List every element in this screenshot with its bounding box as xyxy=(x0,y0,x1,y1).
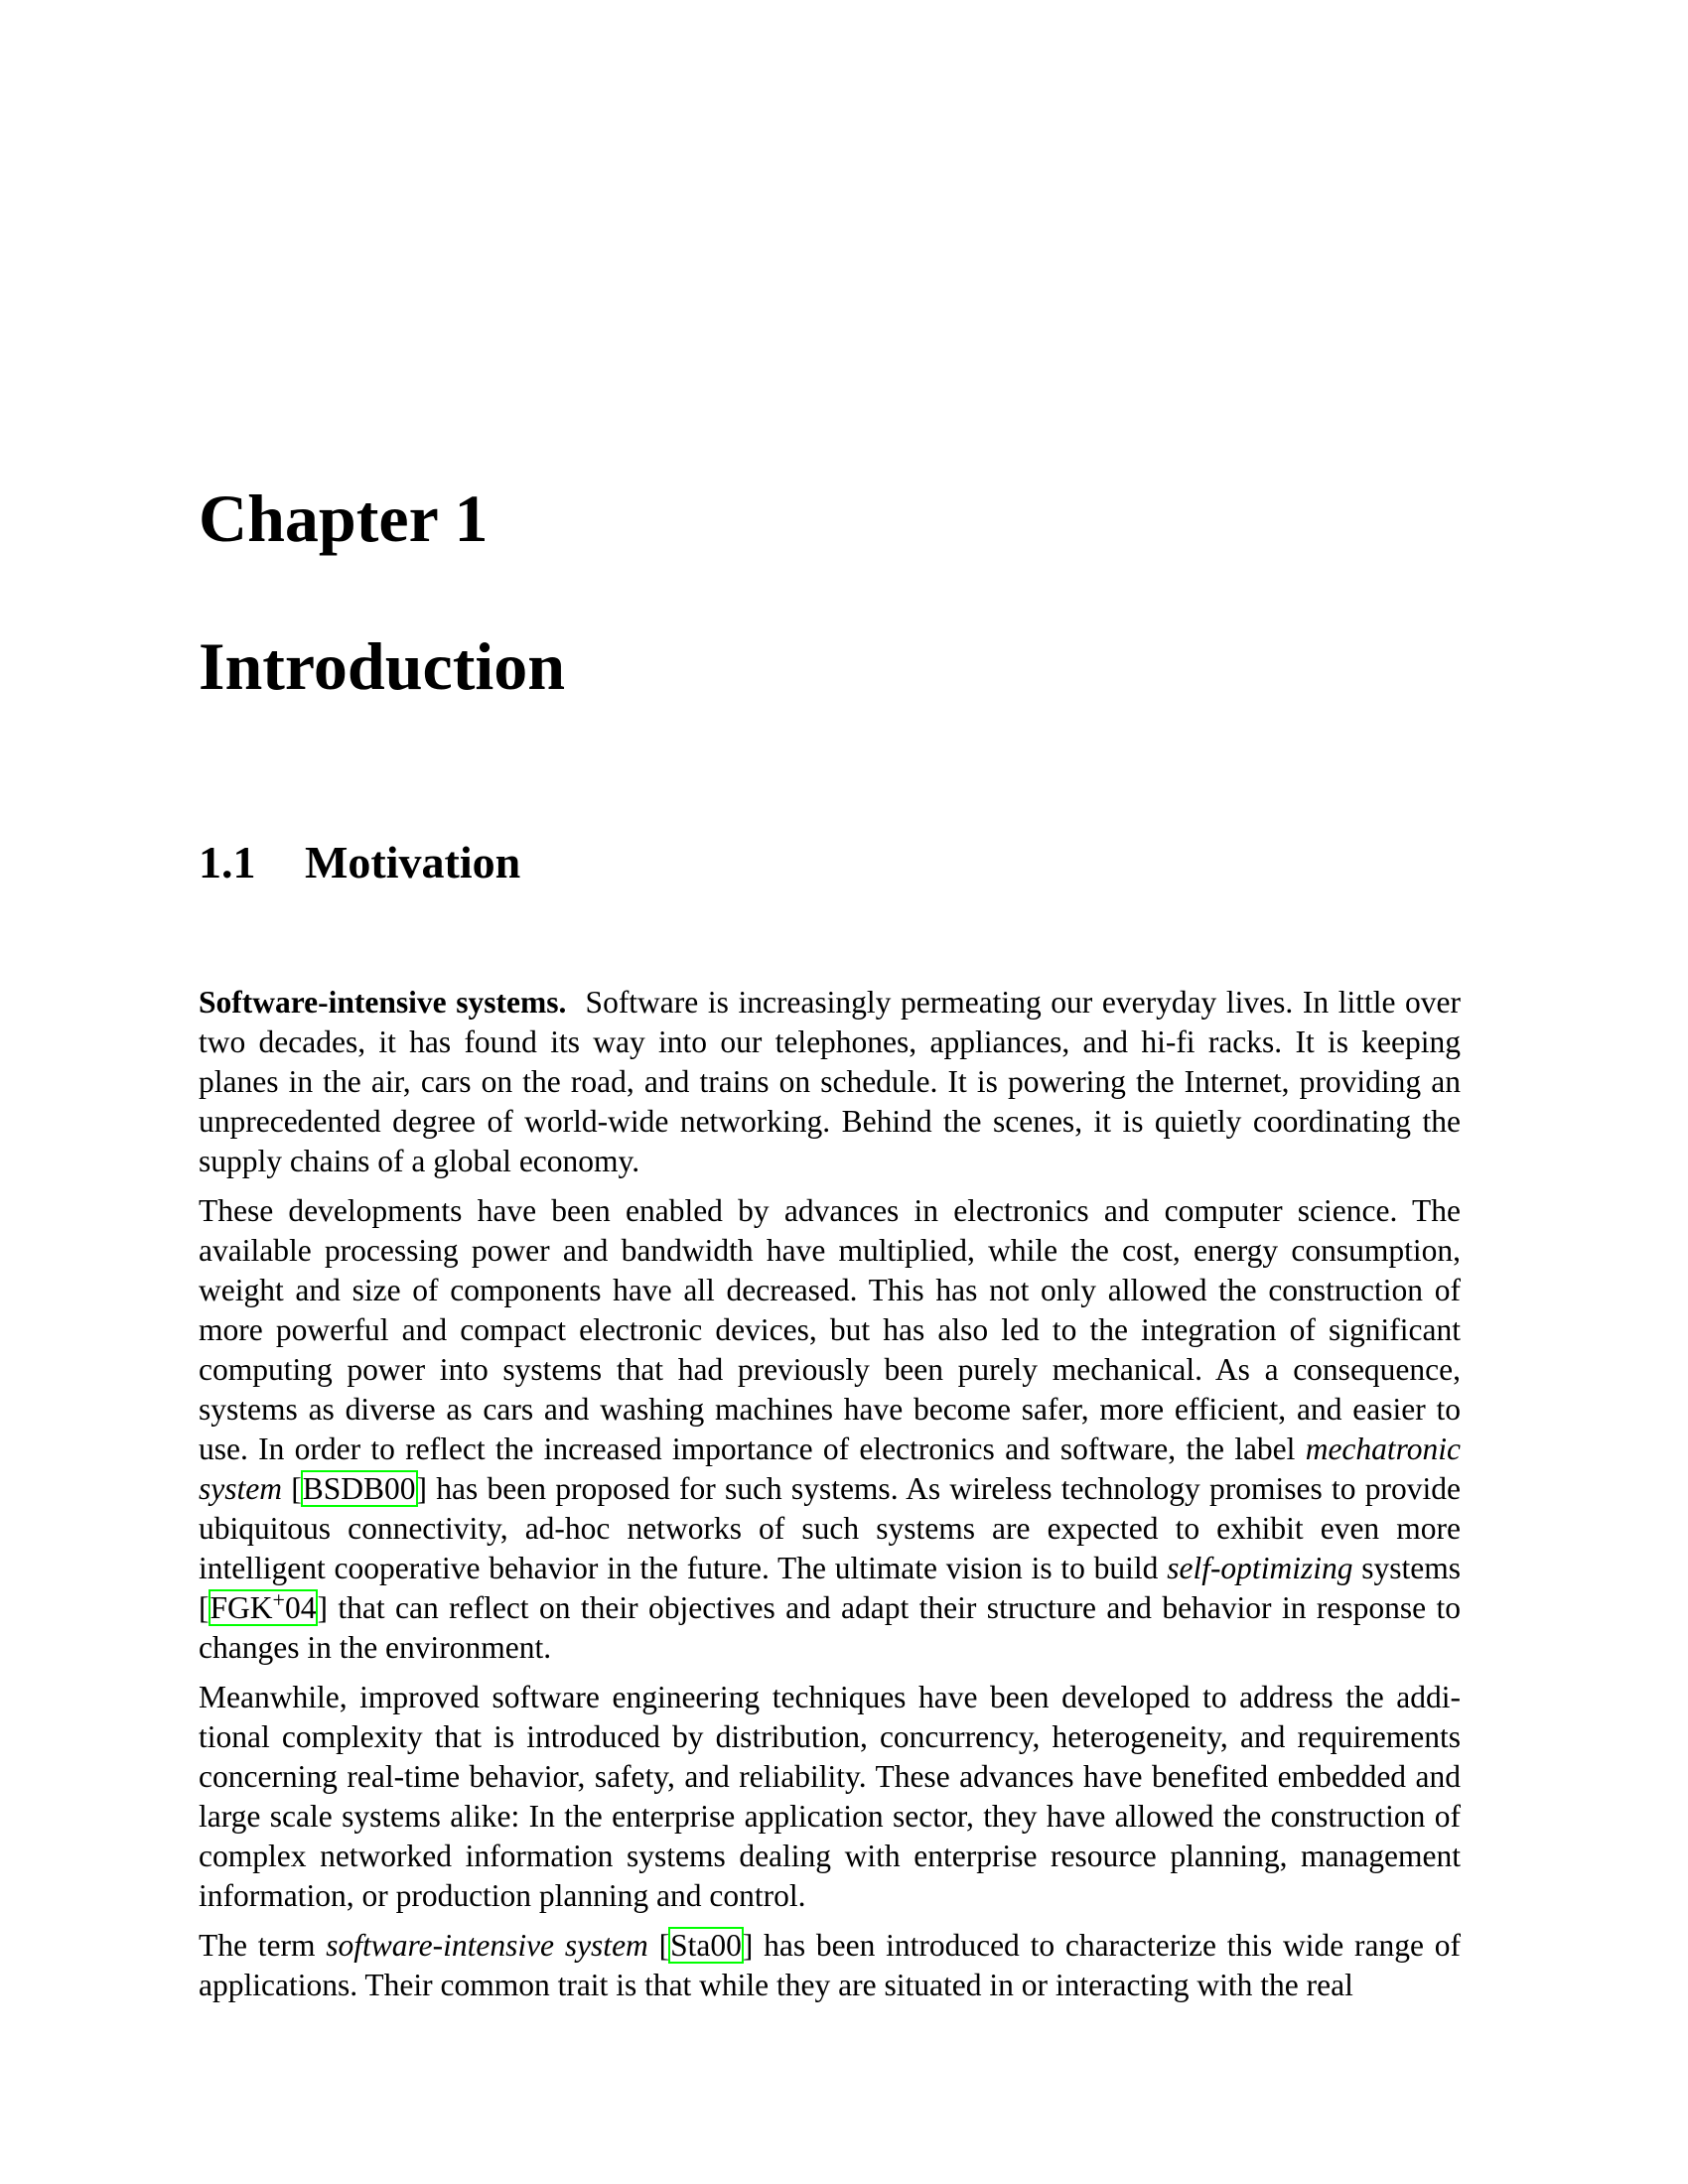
paragraph-software-intensive-systems xyxy=(199,983,1461,1181)
citation-text: FGK xyxy=(210,1590,273,1625)
citation-year: 04 xyxy=(284,1590,317,1625)
paragraph-text: These developments have been enabled by advances in electronics and computer science. The available processing power and bandwidth have multiplied, while the cost, energy consumption, weight and size of components have all decreased. This has not only allowed the construction of more powerful and compact electronic devices, but has also led to the integration of significant computing power into systems that had previously been purely mechanical. As a consequence, systems as diverse as cars and washing machines have become safer, more efficient, and easier to use. In order to reflect the increased importance of electronics and software, the label xyxy=(199,1193,1461,1466)
chapter-label: Chapter 1 xyxy=(199,480,489,556)
term-software-intensive-system: software-intensive system xyxy=(326,1928,648,1963)
body-text xyxy=(199,983,1461,2015)
term-mechatronic-system: mechatronic system xyxy=(199,1432,1461,1506)
paragraph-software-engineering xyxy=(199,1678,1461,1916)
paragraph-text: Meanwhile, improved software engineering techniques have been developed to address the additional complexity that is introduced by distribution, concurrency, heterogeneity, and requirements concerning real-time behavior, safety, and reliability. These advances have benefited embedded and large scale systems alike: In the enterprise application sector, they have allowed the construction of complex networked information systems dealing with enterprise resource planning, management information, or production planning and control. xyxy=(199,1680,1461,1913)
paragraph-text: ] has been proposed for such systems. As wireless technology promises to provide ubiquitous connectivity, ad-hoc networks of such systems are expected to exhibit even more intelligent cooperative behavior in the future. The ultimate vision is to build xyxy=(199,1471,1461,1585)
paragraph-text: Software is increasingly permeating our everyday lives. In little over two decades, it has found its way into our telephones, appliances, and hi-fi racks. It is keeping planes in the air, cars on the road, and trains on schedule. It is powering the Internet, providing an unprecedented degree of world-wide networking. Behind the scenes, it is quietly coordinating the supply chains of a global economy. xyxy=(199,985,1462,1178)
citation-link-sta00[interactable]: Sta00 xyxy=(670,1928,742,1963)
paragraph-text: ] has been introduced to characterize this wide range of applications. Their common trait is that while they are situated in or interacting with the real xyxy=(199,1928,1461,2002)
paragraph-text: ] that can reflect on their objectives and adapt their structure and behavior in response to changes in the environment. xyxy=(199,1590,1461,1665)
citation-link-fgk04[interactable] xyxy=(210,1587,318,1625)
paragraph-text: systems [ xyxy=(199,1551,1461,1625)
paragraph-lead-heading: Software-intensive systems. xyxy=(199,985,567,1020)
paragraph-text: [ xyxy=(647,1928,670,1963)
section-title: Motivation xyxy=(305,837,521,887)
term-self-optimizing: self-optimizing xyxy=(1167,1551,1353,1585)
chapter-title: Introduction xyxy=(199,628,566,704)
paragraph-text: The term xyxy=(199,1928,327,1963)
paragraph-developments xyxy=(199,1191,1461,1668)
citation-link-bsdb00[interactable]: BSDB00 xyxy=(302,1471,416,1506)
citation-superscript: + xyxy=(272,1587,285,1612)
paragraph-term-definition xyxy=(199,1926,1461,2005)
paragraph-text: [ xyxy=(281,1471,302,1506)
section-heading xyxy=(199,837,521,887)
section-number: 1.1 xyxy=(199,837,256,887)
